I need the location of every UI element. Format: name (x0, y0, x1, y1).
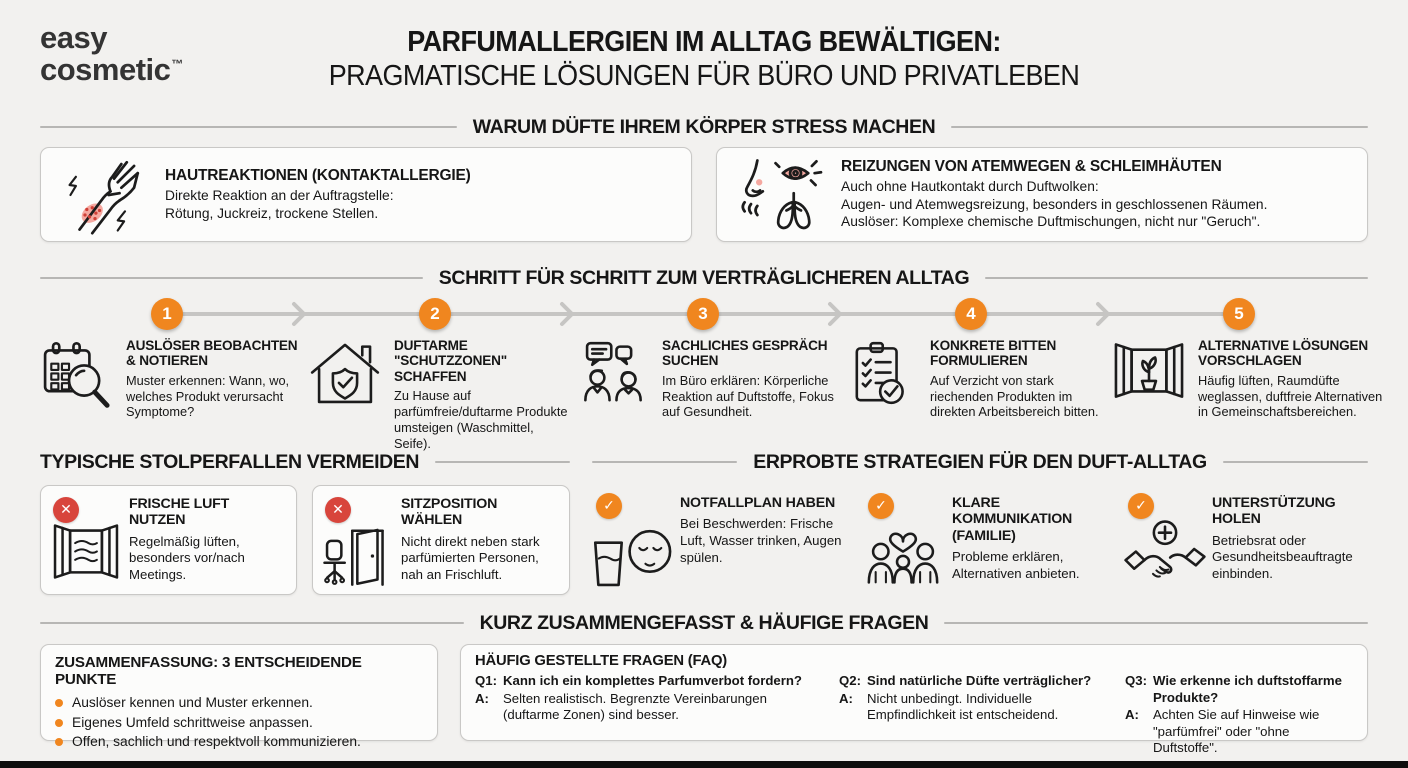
section-heading-steps-text: SCHRITT FÜR SCHRITT ZUM VERTRÄGLICHEREN ALLTAG (438, 266, 970, 289)
pitfall-title: FRISCHE LUFT NUTZEN (129, 496, 230, 529)
divider-line (435, 461, 570, 463)
step-body: Häufig lüften, Raumdüfte weglassen, duftfreie Alternativen in Gemeinschaftsbereichen. (1198, 372, 1383, 420)
why-card-skin (40, 147, 692, 242)
section-heading-why (40, 114, 1368, 140)
section-heading-strategies-text: ERPROBTE STRATEGIEN FÜR DEN DUFT-ALLTAG (753, 450, 1207, 473)
divider-line (40, 126, 457, 128)
divider-line (944, 622, 1368, 624)
section-heading-pitfalls (40, 449, 570, 475)
section-heading-summary-text: KURZ ZUSAMMENGEFASST & HÄUFIGE FRAGEN (479, 611, 929, 634)
faq-a-label: A: (839, 690, 853, 706)
strategy-body: Probleme erklären, Alternativen anbieten. (952, 548, 1080, 581)
strategy-family-communication (862, 485, 1120, 600)
water-calm-face-icon (590, 519, 678, 596)
step-body: Muster erkennen: Wann, wo, welches Produkt verursacht Symptome? (126, 372, 290, 420)
divider-line (951, 126, 1368, 128)
page-title (0, 26, 1408, 93)
card-line: Rötung, Juckreiz, trockene Stellen. (165, 205, 379, 221)
step-3 (572, 338, 838, 420)
step-number-1: 1 (151, 298, 183, 330)
conversation-icon (572, 338, 654, 420)
nose-eye-lungs-icon (731, 155, 831, 235)
faq-card (460, 644, 1368, 755)
cross-badge-icon: ✕ (325, 497, 351, 523)
why-card-skin-text (165, 167, 471, 223)
family-heart-icon (862, 519, 944, 596)
divider-line (1223, 461, 1368, 463)
strategy-body: Betriebsrat oder Gesundheitsbeauftragte einbinden. (1212, 532, 1353, 582)
step-title: KONKRETE BITTEN FORMULIEREN (930, 338, 1057, 369)
faq-answer: Nicht unbedingt. Individuelle Empfindlichkeit ist entscheidend. (867, 690, 1059, 722)
why-card-airways (716, 147, 1368, 242)
step-title: DUFTARME "SCHUTZZONEN" SCHAFFEN (394, 338, 507, 384)
section-heading-summary (40, 610, 1368, 636)
calendar-magnifier-icon (36, 338, 118, 420)
section-heading-steps (40, 265, 1368, 291)
faq-item-1 (475, 673, 823, 757)
pitfall-body: Nicht direkt neben stark parfümierten Personen, nah an Frischluft. (401, 533, 540, 583)
bottom-bar (0, 761, 1408, 768)
faq-q-label: Q2: (839, 673, 861, 688)
faq-a-label: A: (475, 690, 489, 706)
step-number-2: 2 (419, 298, 451, 330)
faq-item-2 (839, 673, 1109, 757)
trademark-symbol: ™ (171, 56, 183, 71)
step-title: ALTERNATIVE LÖSUNGEN VORSCHLAGEN (1198, 338, 1368, 369)
strategy-body: Bei Beschwerden: Frische Luft, Wasser trinken, Augen spülen. (680, 516, 842, 565)
strategy-title: KLARE KOMMUNIKATION (FAMILIE) (952, 495, 1073, 544)
section-heading-why-text: WARUM DÜFTE IHREM KÖRPER STRESS MACHEN (472, 115, 936, 138)
faq-q-label: Q3: (1125, 673, 1147, 688)
bullet-dot-icon (55, 719, 63, 727)
strategy-title: NOTFALLPLAN HABEN (680, 495, 836, 511)
section-heading-strategies (592, 449, 1368, 475)
summary-bullet: Eigenes Umfeld schrittweise anpassen. (55, 713, 423, 733)
check-badge-icon: ✓ (1128, 493, 1154, 519)
step-body: Im Büro erklären: Körperliche Reaktion auf Duftstoffe, Fokus auf Gesundheit. (662, 372, 834, 420)
window-air-icon (50, 522, 122, 591)
card-line: Augen- und Atemwegsreizung, besonders in geschlossenen Räumen. (841, 196, 1268, 212)
step-title: SACHLICHES GESPRÄCH SUCHEN (662, 338, 828, 369)
strategy-emergency-plan (590, 485, 858, 600)
summary-bullet: Offen, sachlich und respektvoll kommunizieren. (55, 732, 423, 752)
faq-title: HÄUFIG GESTELLTE FRAGEN (FAQ) (475, 653, 728, 669)
pitfall-card-seating (312, 485, 570, 595)
card-title: HAUTREAKTIONEN (KONTAKTALLERGIE) (165, 166, 471, 184)
page-title-line1: PARFUMALLERGIEN IM ALLTAG BEWÄLTIGEN: (407, 26, 1001, 58)
faq-a-label: A: (1125, 707, 1139, 722)
divider-line (592, 461, 737, 463)
step-2 (304, 338, 570, 452)
logo-line2: cosmetic™ (40, 51, 183, 87)
checklist-icon (840, 338, 922, 420)
faq-question: Kann ich ein komplettes Parfumverbot fordern? (503, 673, 802, 688)
divider-line (985, 277, 1368, 279)
card-line: Auch ohne Hautkontakt durch Duftwolken: (841, 178, 1099, 194)
hand-rash-icon (55, 155, 155, 235)
handshake-plus-icon (1122, 519, 1208, 596)
faq-answer: Achten Sie auf Hinweise wie "parfümfrei" oder "ohne Duftstoffe". (1153, 707, 1320, 755)
summary-title: ZUSAMMENFASSUNG: 3 ENTSCHEIDENDE PUNKTE (55, 654, 362, 688)
step-body: Auf Verzicht von stark riechenden Produkten im direkten Arbeitsbereich bitten. (930, 372, 1099, 420)
card-title: REIZUNGEN VON ATEMWEGEN & SCHLEIMHÄUTEN (841, 157, 1222, 175)
card-line: Auslöser: Komplexe chemische Duftmischungen, nicht nur "Geruch". (841, 214, 1261, 230)
divider-line (40, 277, 423, 279)
step-1 (36, 338, 302, 420)
summary-bullet: Auslöser kennen und Muster erkennen. (55, 693, 423, 713)
bullet-dot-icon (55, 699, 63, 707)
step-4 (840, 338, 1110, 420)
why-card-airways-text (841, 158, 1267, 232)
step-body: Zu Hause auf parfümfreie/duftarme Produkte umsteigen (Waschmittel, Seife). (394, 388, 568, 451)
cross-badge-icon: ✕ (53, 497, 79, 523)
step-number-4: 4 (955, 298, 987, 330)
card-line: Direkte Reaktion an der Auftragstelle: (165, 187, 394, 203)
chair-door-icon (322, 522, 396, 595)
bullet-dot-icon (55, 738, 63, 746)
summary-card (40, 644, 438, 750)
check-badge-icon: ✓ (596, 493, 622, 519)
pitfall-title: SITZPOSITION WÄHLEN (401, 496, 498, 529)
strategy-get-support (1122, 485, 1378, 600)
pitfall-body: Regelmäßig lüften, besonders vor/nach Meetings. (129, 533, 245, 583)
faq-item-3 (1125, 673, 1353, 757)
faq-question: Wie erkenne ich duftstoffarme Produkte? (1153, 673, 1342, 705)
page-title-line2: PRAGMATISCHE LÖSUNGEN FÜR BÜRO UND PRIVATLEBEN (328, 60, 1080, 92)
step-number-3: 3 (687, 298, 719, 330)
house-shield-icon (304, 338, 386, 452)
step-number-5: 5 (1223, 298, 1255, 330)
faq-question: Sind natürliche Düfte verträglicher? (867, 673, 1092, 688)
check-badge-icon: ✓ (868, 493, 894, 519)
pitfall-card-fresh-air (40, 485, 297, 595)
logo-line1: easy (40, 20, 107, 55)
step-5 (1108, 338, 1384, 420)
window-plant-icon (1108, 338, 1190, 420)
faq-q-label: Q1: (475, 673, 497, 688)
strategy-title: UNTERSTÜTZUNG HOLEN (1212, 495, 1336, 528)
section-heading-pitfalls-text: TYPISCHE STOLPERFALLEN VERMEIDEN (40, 450, 420, 473)
step-title: AUSLÖSER BEOBACHTEN & NOTIEREN (126, 338, 298, 369)
divider-line (40, 622, 464, 624)
faq-answer: Selten realistisch. Begrenzte Vereinbarungen (duftarme Zonen) sind besser. (503, 690, 767, 722)
